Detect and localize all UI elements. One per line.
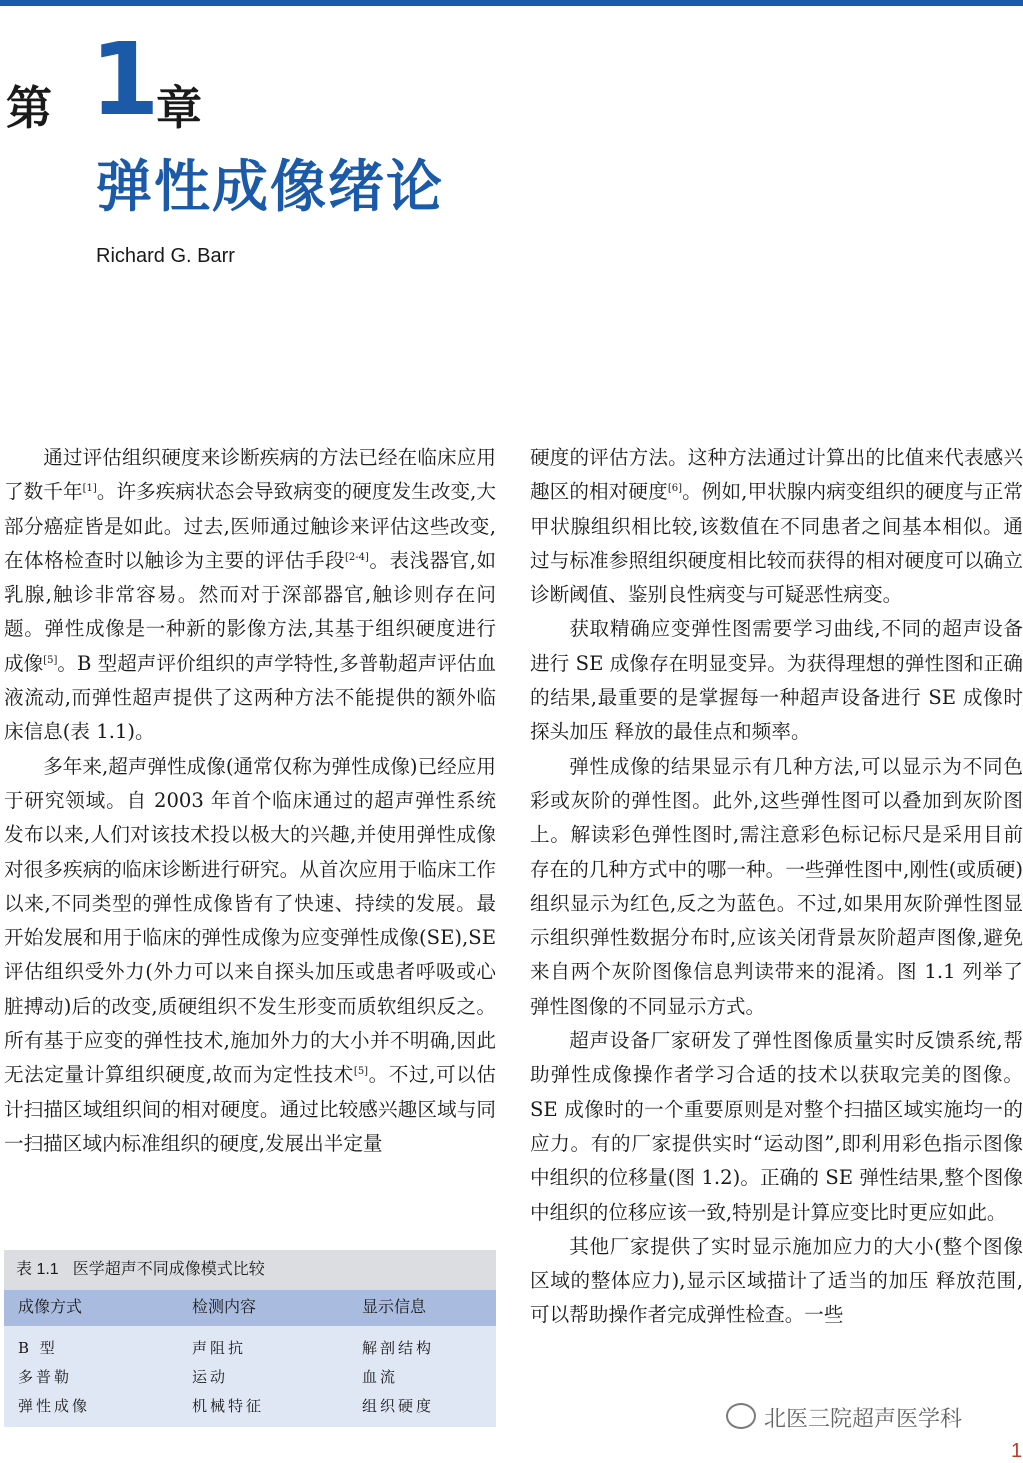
table-1-1: [4, 1250, 496, 1427]
table-cell: 血流: [362, 1368, 399, 1386]
table-header-cell: 检测内容: [192, 1299, 257, 1316]
table-header-cell: 成像方式: [18, 1299, 83, 1316]
paragraph: 超声设备厂家研发了弹性图像质量实时反馈系统,帮助弹性成像操作者学习合适的技术以获取完美的图像。SE 成像时的一个重要原则是对整个扫描区域实施均一的应力。有的厂家提供实时“运动图”,即利用彩色指示图像中组织的位移量(图 1.2)。正确的 SE 弹性结果,整个图像中组织的位移应该一致,特别是计算应变比时更应如此。: [530, 1029, 1023, 1224]
table-header-row: [4, 1290, 496, 1326]
table-row: [4, 1392, 496, 1421]
table-cell: 多普勒: [18, 1368, 73, 1386]
chapter-prefix: 第: [6, 81, 53, 135]
table-title: 医学超声不同成像模式比较: [72, 1261, 265, 1278]
table-row: [4, 1363, 496, 1392]
paragraph: 硬度的评估方法。这种方法通过计算出的比值来代表感兴趣区的相对硬度[6]。例如,甲状腺内病变组织的硬度与正常甲状腺组织相比较,该数值在不同患者之间基本相似。通过与标准参照组织硬度相比较而获得的相对硬度可以确立诊断阈值、鉴别良性病变与可疑恶性病变。: [530, 446, 1023, 607]
left-column: [4, 441, 496, 1191]
page-number: 1: [1011, 1440, 1023, 1462]
paragraph: 弹性成像的结果显示有几种方法,可以显示为不同色彩或灰阶的弹性图。此外,这些弹性图可以叠加到灰阶图上。解读彩色弹性图时,需注意彩色标记标尺是采用目前存在的几种方式中的哪一种。一些弹性图中,刚性(或质硬)组织显示为红色,反之为蓝色。不过,如果用灰阶弹性图显示组织弹性数据分布时,应该关闭背景灰阶超声图像,避免来自两个灰阶图像信息判读带来的混淆。图 1.1 列举了弹性图像的不同显示方式。: [530, 754, 1023, 1018]
wechat-logo-icon: [726, 1403, 756, 1429]
table-row: [4, 1334, 496, 1363]
paragraph: 获取精确应变弹性图需要学习曲线,不同的超声设备进行 SE 成像存在明显变异。为获得理想的弹性图和正确的结果,最重要的是掌握每一种超声设备进行 SE 成像时探头加压 释放的最佳点和频率。: [530, 617, 1023, 744]
right-column: [530, 441, 1023, 1431]
paragraph: 通过评估组织硬度来诊断疾病的方法已经在临床应用了数千年[1]。许多疾病状态会导致病变的硬度发生改变,大部分癌症皆是如此。过去,医师通过触诊来评估这些改变,在体格检查时以触诊为主要的评估手段[2-4]。表浅器官,如乳腺,触诊非常容易。然而对于深部器官,触诊则存在问题。弹性成像是一种新的影像方法,其基于组织硬度进行成像[5]。B 型超声评价组织的声学特性,多普勒超声评估血液流动,而弹性超声提供了这两种方法不能提供的额外临床信息(表 1.1)。: [4, 446, 496, 744]
table-cell: 弹性成像: [18, 1397, 91, 1415]
table-cell: B 型: [18, 1339, 58, 1357]
table-cell: 组织硬度: [362, 1397, 435, 1415]
chapter-suffix: 章: [156, 81, 203, 135]
paragraph: 多年来,超声弹性成像(通常仅称为弹性成像)已经应用于研究领域。自 2003 年首个临床通过的超声弹性系统发布以来,人们对该技术投以极大的兴趣,并使用弹性成像对很多疾病的临床诊断进行研究。从首次应用于临床工作以来,不同类型的弹性成像皆有了快速、持续的发展。最开始发展和用于临床的弹性成像为应变弹性成像(SE),SE 评估组织受外力(外力可以来自探头加压或患者呼吸或心脏搏动)后的改变,质硬组织不发生形变而质软组织反之。所有基于应变的弹性技术,施加外力的大小并不明确,因此无法定量计算组织硬度,故而为定性技术[5]。不过,可以估计扫描区域组织间的相对硬度。通过比较感兴趣区域与同一扫描区域内标准组织的硬度,发展出半定量: [4, 754, 496, 1155]
table-cell: 机械特征: [192, 1397, 265, 1415]
table-label: 表 1.1: [16, 1261, 59, 1278]
watermark-text: 北医三院超声医学科: [764, 1406, 963, 1431]
table-cell: 声阻抗: [192, 1339, 247, 1357]
chapter-number: 1: [90, 21, 160, 138]
chapter-heading: [6, 21, 606, 138]
chapter-title: 弹性成像绪论: [96, 154, 444, 220]
paragraph: 其他厂家提供了实时显示施加应力的大小(整个图像区域的整体应力),显示区域描计了适当的加压 释放范围,可以帮助操作者完成弹性检查。一些: [530, 1234, 1023, 1327]
watermark: [726, 1402, 962, 1433]
table-cell: 运动: [192, 1368, 229, 1386]
table-caption: [4, 1250, 496, 1290]
top-rule: [0, 0, 1023, 6]
table-cell: 解剖结构: [362, 1339, 435, 1357]
table-body: [4, 1326, 496, 1427]
author-name: Richard G. Barr: [96, 245, 235, 267]
table-header-cell: 显示信息: [362, 1299, 427, 1316]
